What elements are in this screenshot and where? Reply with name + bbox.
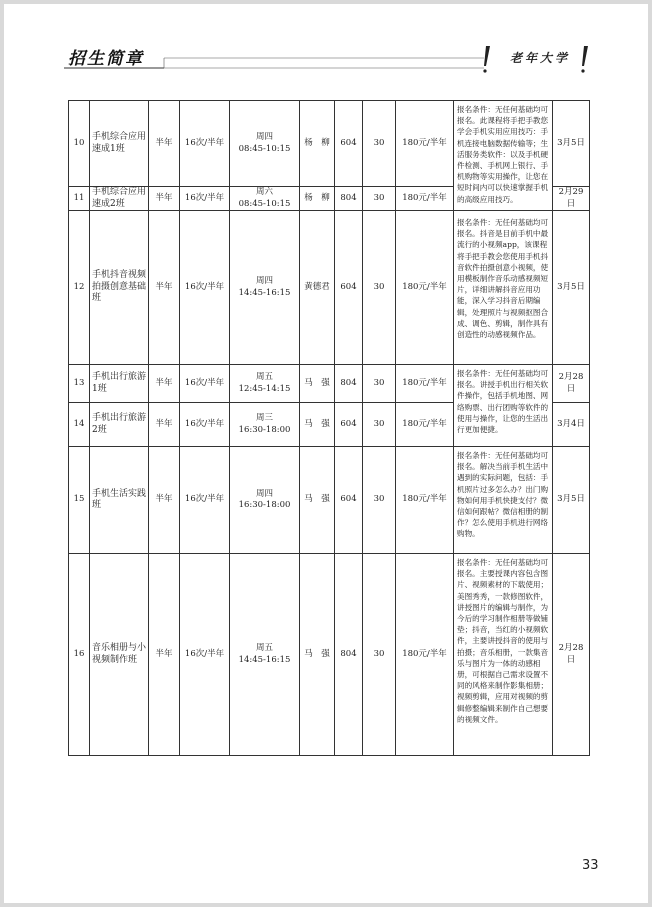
class-name: 手机出行旅游1班 [90, 365, 149, 403]
start-date: 3月4日 [553, 403, 590, 447]
teacher: 杨 柳 [300, 187, 335, 211]
term: 半年 [149, 211, 180, 365]
time: 16:30-18:00 [238, 424, 291, 435]
time: 08:45-10:15 [238, 198, 291, 209]
row-number: 10 [69, 101, 90, 187]
table-row [69, 211, 590, 365]
quota: 30 [363, 447, 396, 554]
table-row [69, 101, 590, 187]
row-number: 11 [69, 187, 90, 211]
quota: 30 [363, 554, 396, 756]
start-date: 3月5日 [553, 101, 590, 187]
term: 半年 [149, 554, 180, 756]
schedule [230, 447, 300, 554]
course-table [68, 100, 585, 756]
table-row [69, 447, 590, 554]
sessions: 16次/半年 [180, 554, 230, 756]
class-name: 手机生活实践班 [90, 447, 149, 554]
quota: 30 [363, 101, 396, 187]
weekday: 周五 [255, 643, 273, 653]
class-name: 手机综合应用速成1班 [90, 101, 149, 187]
course-description: 报名条件：无任何基础均可报名。讲授手机出行相关软件操作，包括手机地图、网络购票、出行团购等软件的使用与操作，让您的生活出行更加便捷。 [454, 365, 553, 447]
start-date: 2月29日 [553, 187, 590, 211]
room: 604 [335, 211, 363, 365]
schedule [230, 554, 300, 756]
class-name: 手机抖音视频拍摄创意基础班 [90, 211, 149, 365]
start-date: 3月5日 [553, 447, 590, 554]
time: 12:45-14:15 [238, 383, 291, 394]
quota: 30 [363, 187, 396, 211]
header-right-title: 老年大学 [510, 51, 571, 65]
term: 半年 [149, 187, 180, 211]
class-name: 手机综合应用速成2班 [90, 187, 149, 211]
weekday: 周四 [255, 488, 273, 499]
term: 半年 [149, 365, 180, 403]
schedule [230, 211, 300, 365]
fee: 180元/半年 [396, 554, 454, 756]
room: 804 [335, 554, 363, 756]
room: 604 [335, 447, 363, 554]
fee: 180元/半年 [396, 211, 454, 365]
room: 604 [335, 403, 363, 447]
start-date: 2月28日 [553, 554, 590, 756]
term: 半年 [149, 403, 180, 447]
room: 804 [335, 187, 363, 211]
teacher: 黄德君 [300, 211, 335, 365]
header-title: 招生简章 [68, 49, 144, 69]
fee: 180元/半年 [396, 187, 454, 211]
schedule [230, 403, 300, 447]
sessions: 16次/半年 [180, 101, 230, 187]
teacher: 杨 柳 [300, 101, 335, 187]
row-number: 13 [69, 365, 90, 403]
teacher: 马 强 [300, 403, 335, 447]
time: 08:45-10:15 [238, 143, 291, 154]
page-number: 33 [582, 858, 599, 873]
page [4, 4, 648, 903]
course-description: 报名条件：无任何基础均可报名。主要授课内容包含图片、视频素材的下载使用；美图秀秀，一款修图软件，讲授图片的编辑与制作，为今后的学习制作相册等做铺垫；抖音，当红的小视频软件，主要讲授抖音的使用与拍摄；音乐相册，一款集音乐与图片为一体的动感相册，可根据自己需求设置不同的风格来制作影集相册；视频剪辑，应用对视频的剪辑修整编辑来制作自己想要的视频文件。 [454, 554, 553, 756]
header-decoration [4, 38, 648, 78]
weekday: 周五 [255, 372, 273, 382]
course-description: 报名条件：无任何基础均可报名。解决当前手机生活中遇到的实际问题，包括：手机照片过多怎么办？出门购物如何用手机快捷支付？微信如何跟帖？微信相册的制作？怎么使用手机进行网络购物。 [454, 447, 553, 554]
schedule [230, 365, 300, 403]
room: 604 [335, 101, 363, 187]
sessions: 16次/半年 [180, 187, 230, 211]
row-number: 15 [69, 447, 90, 554]
class-name: 手机出行旅游2班 [90, 403, 149, 447]
fee: 180元/半年 [396, 365, 454, 403]
time: 16:30-18:00 [238, 500, 291, 510]
table-row [69, 365, 590, 403]
teacher: 马 强 [300, 554, 335, 756]
quota: 30 [363, 365, 396, 403]
term: 半年 [149, 101, 180, 187]
row-number: 14 [69, 403, 90, 447]
teacher: 马 强 [300, 447, 335, 554]
quota: 30 [363, 211, 396, 365]
teacher: 马 强 [300, 365, 335, 403]
row-number: 16 [69, 554, 90, 756]
weekday: 周六 [255, 187, 273, 197]
start-date: 2月28日 [553, 365, 590, 403]
weekday: 周四 [255, 132, 273, 142]
quota: 30 [363, 403, 396, 447]
fee: 180元/半年 [396, 447, 454, 554]
weekday: 周四 [255, 276, 273, 286]
term: 半年 [149, 447, 180, 554]
fee: 180元/半年 [396, 101, 454, 187]
course-description: 报名条件：无任何基础均可报名。抖音是目前手机中最流行的小视频app，该课程将手把手教会您使用手机抖音软件拍摄创意小视频，使用模板制作音乐动感视频短片，详细讲解抖音应用功能，深入学习抖音后期编辑，处理照片与视频抠图合成、调色、剪辑，制作具有创造性的动感视频作品。 [454, 211, 553, 365]
time: 14:45-16:15 [238, 654, 291, 665]
sessions: 16次/半年 [180, 447, 230, 554]
row-number: 12 [69, 211, 90, 365]
schedule [230, 101, 300, 187]
sessions: 16次/半年 [180, 365, 230, 403]
class-name: 音乐相册与小视频制作班 [90, 554, 149, 756]
sessions: 16次/半年 [180, 211, 230, 365]
course-description: 报名条件：无任何基础均可报名。此课程将手把手教您学会手机实用应用技巧：手机连接电脑数据传输等；生活服务类软件：以及手机硬件检测、手机网上银行、手机购物等实用操作，让您在短时间内可以快速掌握手机的高级应用技巧。 [454, 101, 553, 211]
start-date: 3月5日 [553, 211, 590, 365]
fee: 180元/半年 [396, 403, 454, 447]
room: 804 [335, 365, 363, 403]
sessions: 16次/半年 [180, 403, 230, 447]
time: 14:45-16:15 [238, 287, 291, 298]
schedule [230, 187, 300, 211]
table-row [69, 554, 590, 756]
weekday: 周三 [255, 413, 273, 423]
